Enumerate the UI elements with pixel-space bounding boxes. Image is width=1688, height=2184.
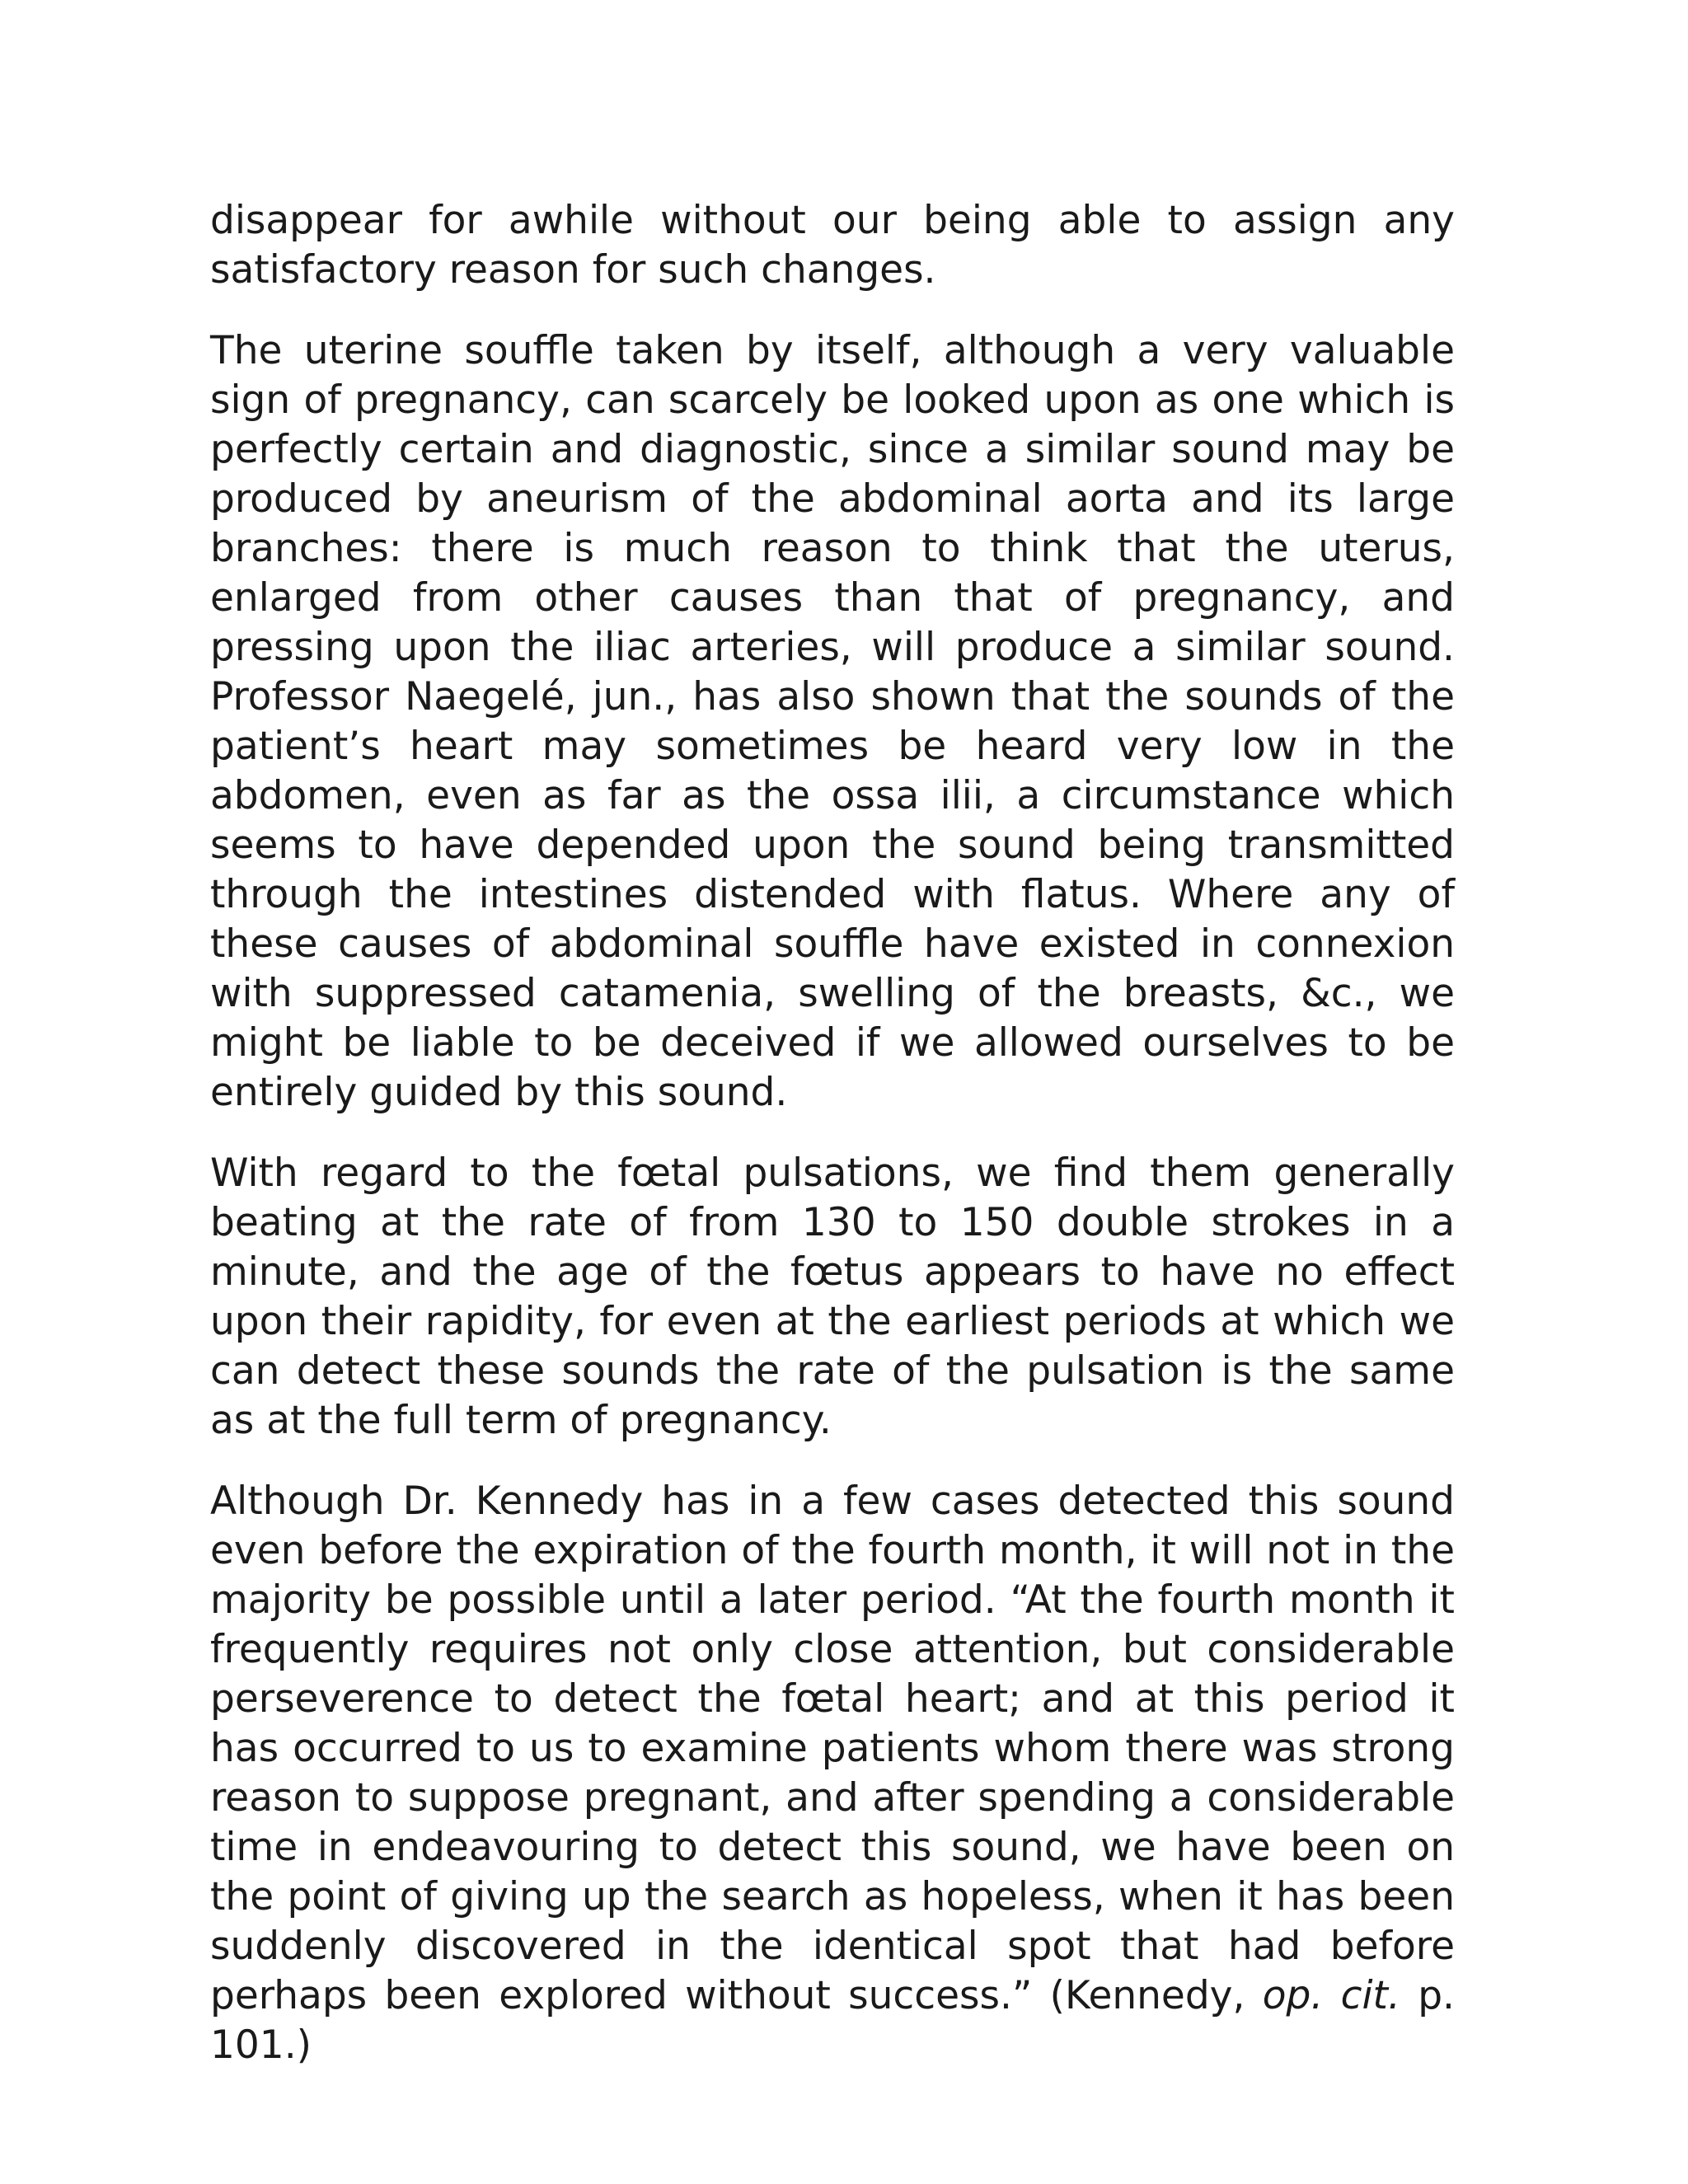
- paragraph-kennedy-quote: [210, 1477, 1455, 2070]
- citation-open: (Kennedy,: [1049, 1973, 1263, 2018]
- paragraph-continuation: disappear for awhile without our being able to assign any satisfactory reason for such changes.: [210, 198, 1455, 293]
- document-page: [210, 196, 1455, 2070]
- paragraph-uterine-souffle: The uterine souffle taken by itself, although a very valuable sign of pregnancy, can scarcely be looked upon as one which is perfectly certain and diagnostic, since a similar sound may be produced by aneurism of the abdominal aorta and its large branches: there is much reason to think that the uterus, enlarged from other causes than that of pregnancy, and pressing upon the iliac arteries, will produce a similar sound. Professor Naegelé, jun., has also shown that the sounds of the patient’s heart may sometimes be heard very low in the abdomen, even as far as the ossa ilii, a circumstance which seems to have depended upon the sound being transmitted through the intestines distended with flatus. Where any of these causes of abdominal souffle have existed in connexion with suppressed catamenia, swelling of the breasts, &c., we might be liable to be deceived if we allowed ourselves to be entirely guided by this sound.: [210, 328, 1455, 1115]
- quote-text: Although Dr. Kennedy has in a few cases detected this sound even before the expiration of the fourth month, it will not in the majority be possible until a later period. “At the fourth month it frequently requires not only close attention, but considerable perseverence to detect the fœtal heart; and at this period it has occurred to us to examine patients whom there was strong reason to suppose pregnant, and after spending a considerable time in endeavouring to detect this sound, we have been on the point of giving up the search as hopeless, when it has been suddenly discovered in the identical spot that had before perhaps been explored without success.”: [210, 1479, 1455, 2018]
- citation-close: p. 101.): [210, 1973, 1455, 2068]
- paragraph-foetal-pulsations: With regard to the fœtal pulsations, we find them generally beating at the rate of from 130 to 150 double strokes in a minute, and the age of the fœtus appears to have no effect upon their rapidity, for even at the earliest periods at which we can detect these sounds the rate of the pulsation is the same as at the full term of pregnancy.: [210, 1151, 1455, 1443]
- citation-italic: op. cit.: [1262, 1973, 1400, 2018]
